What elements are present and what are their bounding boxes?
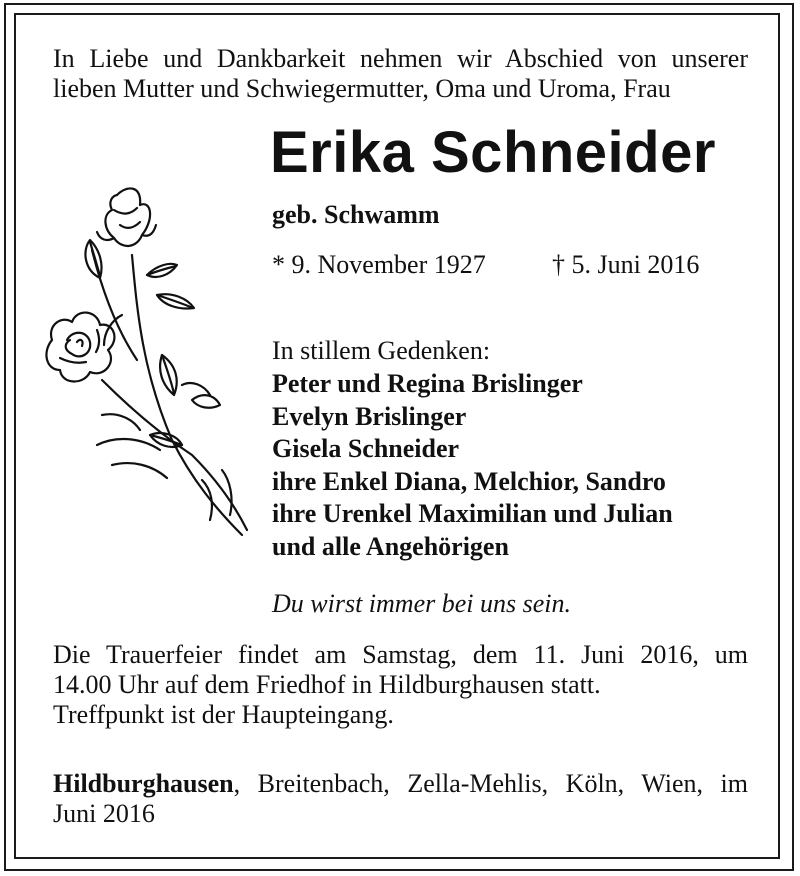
mourners-list bbox=[272, 368, 673, 563]
intro-line-1: In Liebe und Dankbarkeit nehmen wir Abschied von unserer bbox=[53, 44, 748, 73]
mourner-line: Peter und Regina Brislinger bbox=[272, 369, 583, 398]
death-date: † 5. Juni 2016 bbox=[552, 250, 700, 279]
deceased-name: Erika Schneider bbox=[270, 120, 716, 185]
ceremony-line-1: Die Trauerfeier findet am Samstag, dem 11. Juni 2016, um bbox=[53, 640, 748, 669]
places-line bbox=[53, 769, 748, 829]
intro-text bbox=[53, 44, 748, 104]
mourners-heading: In stillem Gedenken: bbox=[272, 336, 491, 365]
intro-line-2: lieben Mutter und Schwiegermutter, Oma und Uroma, Frau bbox=[53, 74, 671, 103]
ceremony-line-2: 14.00 Uhr auf dem Friedhof in Hildburghausen statt. bbox=[53, 670, 601, 699]
birth-date: * 9. November 1927 bbox=[272, 250, 486, 279]
motto: Du wirst immer bei uns sein. bbox=[272, 589, 571, 618]
mourner-line: und alle Angehörigen bbox=[272, 531, 509, 561]
mourner-line: ihre Urenkel Maximilian und Julian bbox=[272, 499, 673, 528]
places-rest: , Breitenbach, Zella-Mehlis, Köln, Wien, im bbox=[233, 769, 748, 798]
rose-icon bbox=[42, 180, 252, 550]
places-line-2: Juni 2016 bbox=[53, 799, 155, 828]
ceremony-line-3: Treffpunkt ist der Haupteingang. bbox=[53, 700, 394, 729]
mourner-line: Gisela Schneider bbox=[272, 434, 460, 463]
ceremony-info bbox=[53, 640, 748, 730]
maiden-name: geb. Schwamm bbox=[272, 200, 440, 229]
mourner-line: Evelyn Brislinger bbox=[272, 401, 467, 431]
first-place: Hildburghausen bbox=[53, 769, 234, 798]
mourner-line: ihre Enkel Diana, Melchior, Sandro bbox=[272, 466, 666, 496]
places-line-1 bbox=[53, 769, 748, 799]
